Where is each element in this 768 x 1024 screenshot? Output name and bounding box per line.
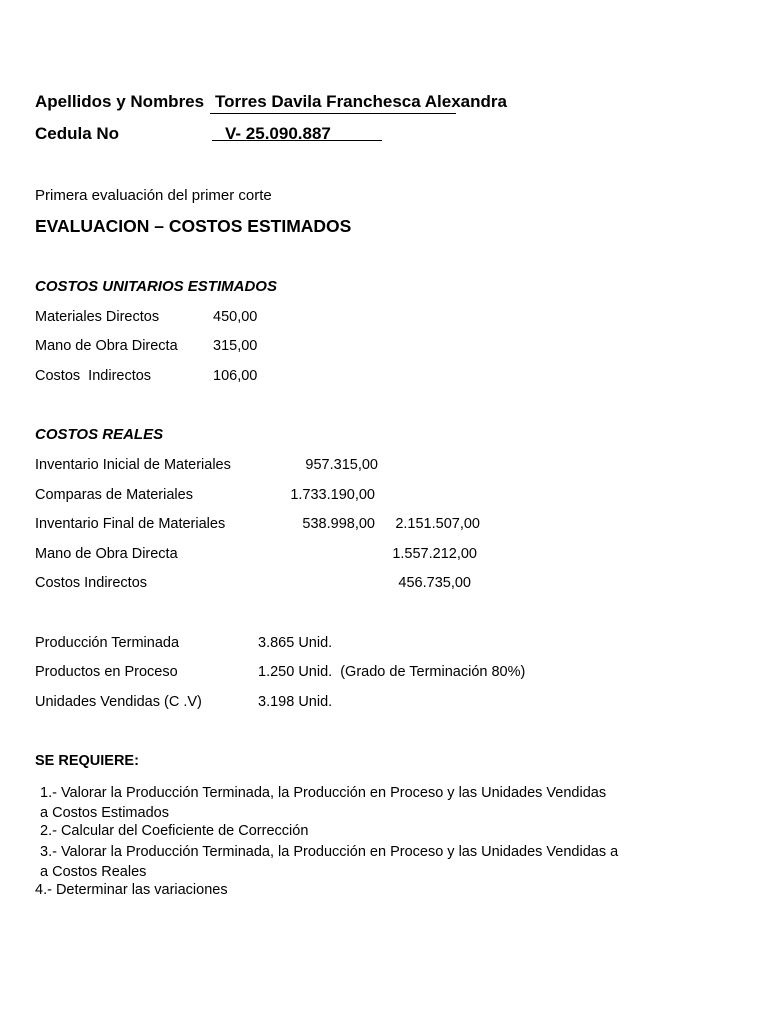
estimated-row-label: Materiales Directos [35,309,160,325]
name-underline [210,113,456,114]
requirements-heading: SE REQUIERE: [35,753,139,769]
id-label: Cedula No [35,124,120,143]
estimated-row-value: 106,00 [213,368,258,384]
real-row-total: 2.151.507,00 [395,516,480,532]
name-value: Torres Davila Franchesca Alexandra [215,92,507,111]
production-label: Productos en Proceso [35,664,178,680]
real-row-label: Inventario Final de Materiales [35,516,226,532]
id-underline [212,140,382,141]
requirement-item-line1: 4.- Determinar las variaciones [35,882,228,898]
real-heading: COSTOS REALES [35,426,164,443]
real-row-label: Mano de Obra Directa [35,546,178,562]
requirement-item-line1: 2.- Calcular del Coeficiente de Corrección [40,823,309,839]
estimated-row-value: 315,00 [213,338,258,354]
real-row-label: Inventario Inicial de Materiales [35,457,231,473]
real-row-label: Comparas de Materiales [35,487,193,503]
subtitle: Primera evaluación del primer corte [35,187,272,204]
production-value: 1.250 Unid. (Grado de Terminación 80%) [258,664,526,680]
estimated-row-value: 450,00 [213,309,258,325]
real-row-value: 957.315,00 [305,457,378,473]
production-value: 3.198 Unid. [258,694,333,710]
real-row-total: 1.557.212,00 [392,546,477,562]
requirement-item-line1: 3.- Valorar la Producción Terminada, la Producción en Proceso y las Unidades Vendidas a [40,844,619,860]
real-row-total: 456.735,00 [398,575,471,591]
requirement-item-line2: a Costos Estimados [40,805,169,821]
production-value: 3.865 Unid. [258,635,333,651]
production-label: Producción Terminada [35,635,180,651]
real-row-label: Costos Indirectos [35,575,148,591]
requirement-item-line2: a Costos Reales [40,864,147,880]
real-row-value: 538.998,00 [302,516,375,532]
requirement-item-line1: 1.- Valorar la Producción Terminada, la Producción en Proceso y las Unidades Vendidas [40,785,607,801]
estimated-row-label: Mano de Obra Directa [35,338,178,354]
real-row-value: 1.733.190,00 [290,487,375,503]
page-title: EVALUACION – COSTOS ESTIMADOS [35,216,352,236]
name-label: Apellidos y Nombres [35,92,205,111]
production-label: Unidades Vendidas (C .V) [35,694,202,710]
id-value: V- 25.090.887 [225,124,331,143]
estimated-row-label: Costos Indirectos [35,368,152,384]
estimated-heading: COSTOS UNITARIOS ESTIMADOS [35,278,277,295]
